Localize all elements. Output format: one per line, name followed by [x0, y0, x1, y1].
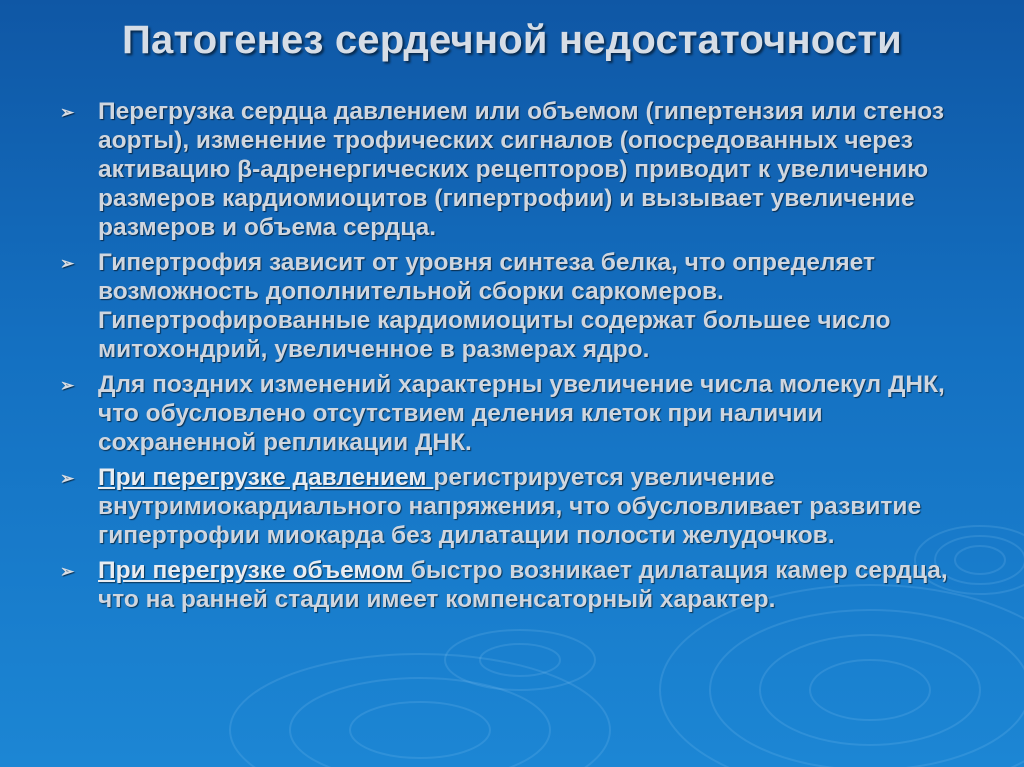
- list-item: [56, 248, 966, 364]
- list-item: [56, 463, 966, 550]
- arrow-bullet-icon: ➢: [60, 103, 75, 122]
- list-item: [56, 370, 966, 457]
- item-emphasis: При перегрузке объемом: [98, 557, 411, 584]
- item-text: Для поздних изменений характерны увеличение числа молекул ДНК, что обусловлено отсутствием деления клеток при наличии сохраненной репликации ДНК.: [98, 371, 945, 456]
- item-text: Гипертрофия зависит от уровня синтеза белка, что определяет возможность дополнительной сборки саркомеров. Гипертрофированные кардиомиоциты содержат большее число митохондрий, увеличенное в размерах ядро.: [98, 249, 891, 363]
- arrow-bullet-icon: ➢: [60, 254, 75, 273]
- bullet-list: [56, 97, 966, 620]
- arrow-bullet-icon: ➢: [60, 469, 75, 488]
- arrow-bullet-icon: ➢: [60, 562, 75, 581]
- item-emphasis: При перегрузке давлением: [98, 464, 434, 491]
- arrow-bullet-icon: ➢: [60, 376, 75, 395]
- slide-title: Патогенез сердечной недостаточности: [122, 18, 902, 62]
- item-text: быстро возникает дилатация камер сердца, что на ранней стадии имеет компенсаторный характер.: [98, 557, 948, 613]
- item-text: Перегрузка сердца давлением или объемом (гипертензия или стеноз аорты), изменение трофических сигналов (опосредованных через активацию β-адренергических рецепторов) приводит к увеличению размеров кардиомиоцитов (гипертрофии) и вызывает увеличение размеров и объема сердца.: [98, 98, 945, 241]
- item-text: регистрируется увеличение внутримиокардиального напряжения, что обусловливает развитие гипертрофии миокарда без дилатации полости желудочков.: [98, 464, 922, 549]
- list-item: [56, 556, 966, 614]
- list-item: [56, 97, 966, 242]
